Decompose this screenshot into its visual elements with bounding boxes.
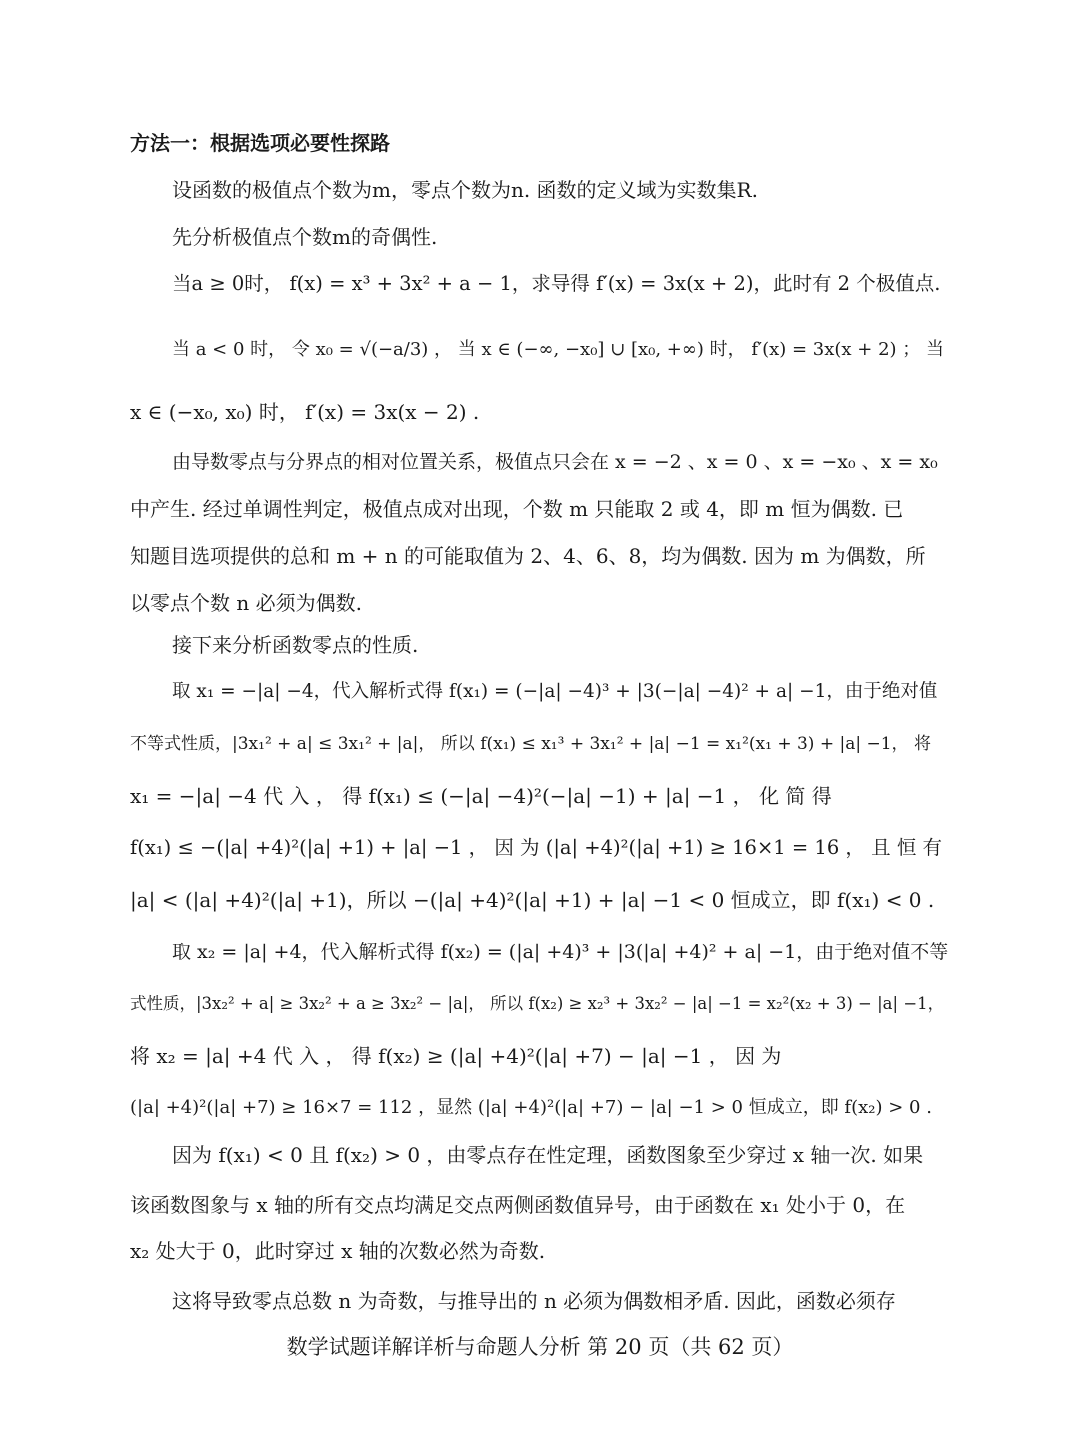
paragraph-line: x₂ 处大于 0，此时穿过 x 轴的次数必然为奇数. xyxy=(130,1239,546,1263)
paragraph-line: 式性质，|3x₂² + a| ≥ 3x₂² + a ≥ 3x₂² − |a|， 所以 f(x₂) ≥ x₂³ + 3x₂² − |a| −1 = x₂²(x₂ + 3) − |a| −1， xyxy=(130,994,945,1013)
paragraph-line: 当 a < 0 时， 令 x₀ = √(−a/3) ， 当 x ∈ (−∞, −x₀] ∪ [x₀, +∞) 时， f′(x) = 3x(x + 2) ； 当 xyxy=(172,339,945,360)
paragraph-line: f(x₁) ≤ −(|a| +4)²(|a| +1) + |a| −1 ， 因 为 (|a| +4)²(|a| +1) ≥ 16×1 = 16 ， 且 恒 有 xyxy=(130,836,943,859)
paragraph-line: |a| < (|a| +4)²(|a| +1)，所以 −(|a| +4)²(|a| +1) + |a| −1 < 0 恒成立，即 f(x₁) < 0 . xyxy=(130,888,935,912)
paragraph-line: 中产生. 经过单调性判定，极值点成对出现，个数 m 只能取 2 或 4，即 m 恒为偶数. 已 xyxy=(130,497,904,521)
paragraph-line: 取 x₁ = −|a| −4，代入解析式得 f(x₁) = (−|a| −4)³ + |3(−|a| −4)² + a| −1，由于绝对值 xyxy=(172,681,938,702)
paragraph-line: 以零点个数 n 必须为偶数. xyxy=(130,591,362,615)
paragraph-line: 设函数的极值点个数为m，零点个数为n. 函数的定义域为实数集R. xyxy=(172,178,758,202)
paragraph-line: 将 x₂ = |a| +4 代 入 ， 得 f(x₂) ≥ (|a| +4)²(|a| +7) − |a| −1 ， 因 为 xyxy=(130,1044,782,1068)
page-footer: 数学试题详解详析与命题人分析 第 20 页（共 62 页） xyxy=(286,1335,794,1359)
paragraph-line: (|a| +4)²(|a| +7) ≥ 16×7 = 112 ，显然 (|a| +4)²(|a| +7) − |a| −1 > 0 恒成立，即 f(x₂) > 0 . xyxy=(130,1097,932,1118)
paragraph-line: 先分析极值点个数m的奇偶性. xyxy=(172,225,438,249)
paragraph-line: x₁ = −|a| −4 代 入 ， 得 f(x₁) ≤ (−|a| −4)²(−|a| −1) + |a| −1 ， 化 简 得 xyxy=(130,784,832,808)
paragraph-line: 由导数零点与分界点的相对位置关系，极值点只会在 x = −2 、x = 0 、x = −x₀ 、x = x₀ xyxy=(172,451,938,473)
paragraph-line: 当a ≥ 0时， f(x) = x³ + 3x² + a − 1，求导得 f′(x) = 3x(x + 2)，此时有 2 个极值点. xyxy=(172,272,941,295)
paragraph-line: x ∈ (−x₀, x₀) 时， f′(x) = 3x(x − 2) . xyxy=(130,400,480,424)
paragraph-line: 取 x₂ = |a| +4，代入解析式得 f(x₂) = (|a| +4)³ + |3(|a| +4)² + a| −1，由于绝对值不等 xyxy=(172,941,949,963)
section-heading: 方法一：根据选项必要性探路 xyxy=(130,131,390,155)
paragraph-line: 接下来分析函数零点的性质. xyxy=(172,633,419,657)
paragraph-line: 这将导致零点总数 n 为奇数，与推导出的 n 必须为偶数相矛盾. 因此，函数必须存 xyxy=(172,1289,896,1313)
paragraph-line: 不等式性质，|3x₁² + a| ≤ 3x₁² + |a|， 所以 f(x₁) ≤ x₁³ + 3x₁² + |a| −1 = x₁²(x₁ + 3) + |a| −1， 将 xyxy=(130,734,931,754)
paragraph-line: 因为 f(x₁) < 0 且 f(x₂) > 0 ，由零点存在性定理，函数图象至少穿过 x 轴一次. 如果 xyxy=(172,1143,924,1167)
paragraph-line: 该函数图象与 x 轴的所有交点均满足交点两侧函数值异号，由于函数在 x₁ 处小于 0，在 xyxy=(130,1193,906,1217)
paragraph-line: 知题目选项提供的总和 m + n 的可能取值为 2、4、6、8，均为偶数. 因为 m 为偶数，所 xyxy=(130,544,926,568)
